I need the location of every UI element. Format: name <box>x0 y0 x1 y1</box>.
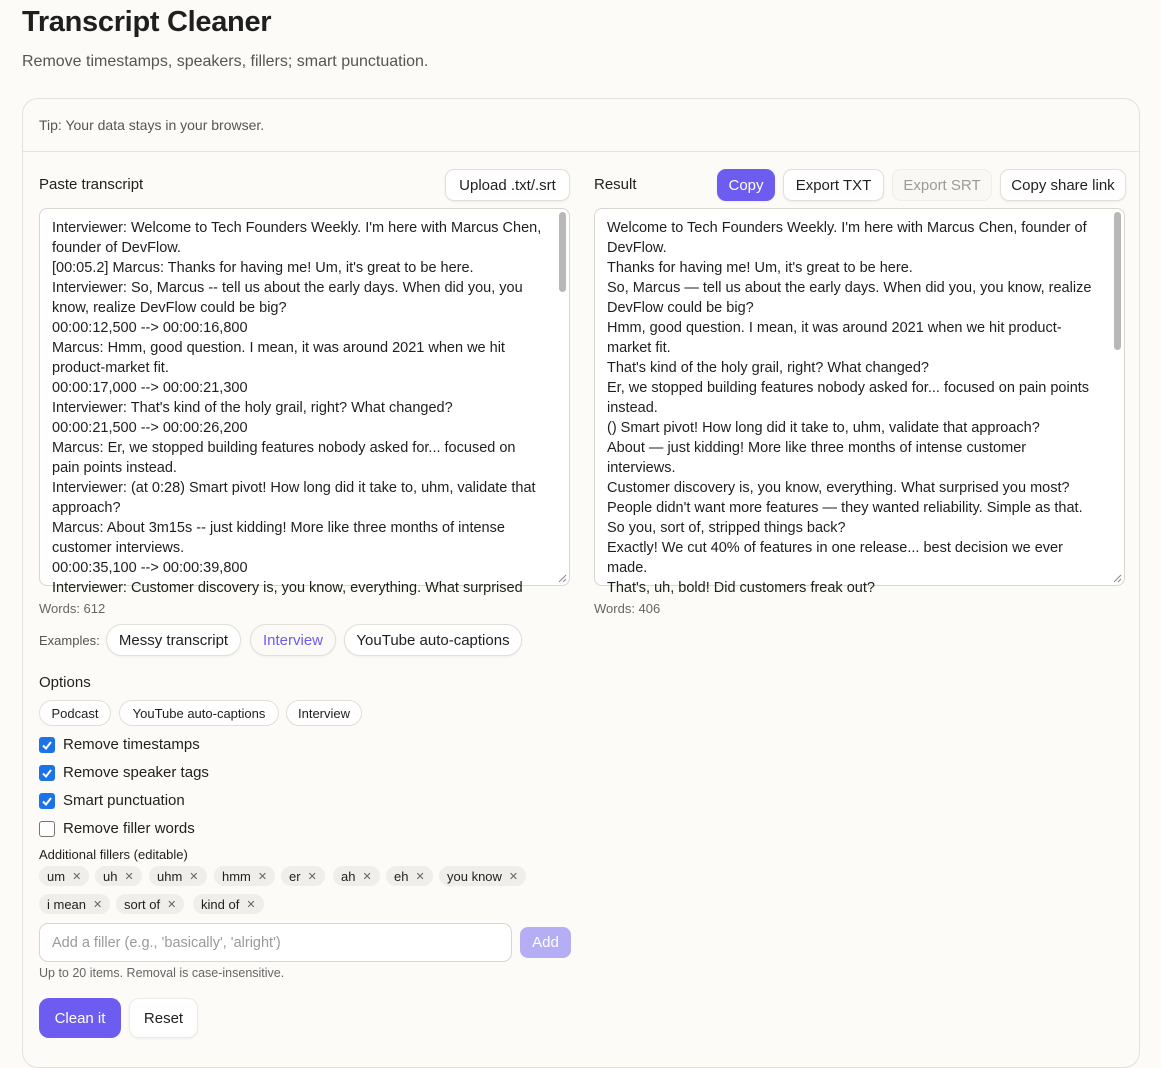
checkbox-checked-icon[interactable] <box>39 793 55 809</box>
transcript-input[interactable] <box>39 208 570 596</box>
filler-chip-label: uh <box>103 868 118 884</box>
filler-chip <box>149 866 207 886</box>
input-word-count: Words: 612 <box>39 601 106 616</box>
remove-icon[interactable]: ✕ <box>72 870 82 883</box>
filler-chip <box>386 866 433 886</box>
text-line: Thanks for having me! Um, it's great to be here. <box>607 260 913 276</box>
example-messy-transcript[interactable]: Messy transcript <box>106 624 241 656</box>
option-smart-punctuation[interactable] <box>39 792 185 809</box>
text-line: Marcus: About 3m15s -- just kidding! More like three months of intense <box>52 520 505 536</box>
text-line: pain points instead. <box>52 460 177 476</box>
result-output[interactable] <box>594 208 1125 596</box>
examples-label: Examples: <box>39 633 100 648</box>
text-line: 00:00:21,500 --> 00:00:26,200 <box>52 420 248 436</box>
text-line: Welcome to Tech Founders Weekly. I'm here with Marcus Chen, founder of <box>607 220 1087 236</box>
text-line: Interviewer: Welcome to Tech Founders Weekly. I'm here with Marcus Chen, <box>52 220 542 236</box>
remove-icon[interactable]: ✕ <box>508 870 519 883</box>
text-line: So you, sort of, stripped things back? <box>607 520 846 536</box>
filler-chip-label: kind of <box>201 896 240 912</box>
text-line: Interviewer: Customer discovery is, you know, everything. What surprised <box>52 580 523 596</box>
text-line: founder of DevFlow. <box>52 240 181 256</box>
filler-chip <box>214 866 275 886</box>
remove-icon[interactable]: ✕ <box>93 898 103 911</box>
checkbox-checked-icon[interactable] <box>39 737 55 753</box>
option-remove-filler-words[interactable] <box>39 820 195 837</box>
filler-chip-label: er <box>289 868 301 884</box>
text-line: Customer discovery is, you know, everything. What surprised you most? <box>607 480 1070 496</box>
export-txt-button[interactable]: Export TXT <box>783 169 884 201</box>
text-line: product-market fit. <box>52 360 169 376</box>
filler-chip <box>193 894 264 914</box>
filler-chip <box>281 866 325 886</box>
text-line: That's kind of the holy grail, right? What changed? <box>607 360 929 376</box>
text-line: know, realize DevFlow could be big? <box>52 300 287 316</box>
filler-chip-label: i mean <box>47 896 87 912</box>
text-line: 00:00:12,500 --> 00:00:16,800 <box>52 320 248 336</box>
clean-button[interactable]: Clean it <box>39 998 121 1038</box>
option-label: Remove filler words <box>63 820 195 837</box>
text-line: Marcus: Hmm, good question. I mean, it was around 2021 when we hit <box>52 340 505 356</box>
divider <box>23 151 1139 152</box>
example-youtube-auto-captions[interactable]: YouTube auto-captions <box>344 624 522 656</box>
text-line: interviews. <box>607 460 676 476</box>
add-filler-button[interactable]: Add <box>520 927 571 958</box>
option-label: Remove speaker tags <box>63 764 209 781</box>
filler-chip-label: ah <box>341 868 356 884</box>
text-line: 00:00:35,100 --> 00:00:39,800 <box>52 560 248 576</box>
copy-button[interactable]: Copy <box>717 169 775 201</box>
result-scrollbar[interactable] <box>1114 212 1121 350</box>
filler-chip <box>95 866 142 886</box>
text-line: Interviewer: That's kind of the holy grail, right? What changed? <box>52 400 453 416</box>
resize-handle-icon[interactable] <box>1113 574 1122 583</box>
filler-chip-label: sort of <box>124 896 161 912</box>
option-remove-speaker-tags[interactable] <box>39 764 209 781</box>
input-panel-label: Paste transcript <box>39 176 144 193</box>
filler-chip <box>39 866 89 886</box>
example-interview[interactable]: Interview <box>250 624 336 656</box>
filler-chip-label: um <box>47 868 66 884</box>
preset-youtube-auto-captions[interactable]: YouTube auto-captions <box>119 700 279 726</box>
filler-chip-label: uhm <box>157 868 183 884</box>
remove-icon[interactable]: ✕ <box>189 870 199 883</box>
text-line: So, Marcus — tell us about the early days. When did you, you know, realize <box>607 280 1092 296</box>
text-line: () Smart pivot! How long did it take to, uhm, validate that approach? <box>607 420 1040 436</box>
preset-interview[interactable]: Interview <box>286 700 362 726</box>
remove-icon[interactable]: ✕ <box>246 898 256 911</box>
text-line: approach? <box>52 500 121 516</box>
remove-icon[interactable]: ✕ <box>124 870 134 883</box>
page-title: Transcript Cleaner <box>22 6 272 38</box>
fillers-label: Additional fillers (editable) <box>39 847 188 862</box>
text-line: [00:05.2] Marcus: Thanks for having me! Um, it's great to be here. <box>52 260 474 276</box>
text-line: Interviewer: So, Marcus -- tell us about the early days. When did you, you <box>52 280 523 296</box>
export-srt-button[interactable]: Export SRT <box>892 169 992 201</box>
checkbox-unchecked-icon[interactable] <box>39 821 55 837</box>
text-line: Hmm, good question. I mean, it was around 2021 when we hit product- <box>607 320 1062 336</box>
text-line: That's, uh, bold! Did customers freak out? <box>607 580 875 596</box>
filler-input[interactable] <box>39 923 512 962</box>
text-line: DevFlow. <box>607 240 667 256</box>
result-text <box>607 218 1102 598</box>
filler-chip-label: hmm <box>222 868 251 884</box>
filler-chip <box>116 894 184 914</box>
text-line: instead. <box>607 400 658 416</box>
text-line: About — just kidding! More like three months of intense customer <box>607 440 1027 456</box>
filler-chip-label: you know <box>447 868 502 884</box>
remove-icon[interactable]: ✕ <box>362 870 372 883</box>
transcript-text <box>52 218 547 598</box>
filler-chip <box>333 866 380 886</box>
resize-handle-icon[interactable] <box>558 574 567 583</box>
option-label: Remove timestamps <box>63 736 200 753</box>
checkbox-checked-icon[interactable] <box>39 765 55 781</box>
copy-share-link-button[interactable]: Copy share link <box>1000 169 1126 201</box>
filler-chip <box>439 866 526 886</box>
text-line: market fit. <box>607 340 671 356</box>
text-line: 00:00:17,000 --> 00:00:21,300 <box>52 380 248 396</box>
remove-icon[interactable]: ✕ <box>257 870 268 883</box>
main-card <box>22 98 1140 1068</box>
filler-chip-label: eh <box>394 868 409 884</box>
text-line: Marcus: Er, we stopped building features nobody asked for... focused on <box>52 440 516 456</box>
reset-button[interactable]: Reset <box>129 998 198 1038</box>
text-line: Interviewer: (at 0:28) Smart pivot! How long did it take to, uhm, validate that <box>52 480 536 496</box>
upload-button[interactable]: Upload .txt/.srt <box>445 169 570 201</box>
option-label: Smart punctuation <box>63 792 185 809</box>
remove-icon[interactable]: ✕ <box>167 898 177 911</box>
text-line: Er, we stopped building features nobody asked for... focused on pain points <box>607 380 1090 396</box>
text-line: customer interviews. <box>52 540 185 556</box>
result-word-count: Words: 406 <box>594 601 661 616</box>
option-remove-timestamps[interactable] <box>39 736 200 753</box>
text-line: People didn't want more features — they wanted reliability. Simple as that. <box>607 500 1083 516</box>
text-line: made. <box>607 560 648 576</box>
remove-icon[interactable]: ✕ <box>415 870 425 883</box>
options-title: Options <box>39 674 91 691</box>
page-subtitle: Remove timestamps, speakers, fillers; smart punctuation. <box>22 53 429 70</box>
text-line: Exactly! We cut 40% of features in one release... best decision we ever <box>607 540 1063 556</box>
remove-icon[interactable]: ✕ <box>307 870 317 883</box>
filler-hint: Up to 20 items. Removal is case-insensitive. <box>39 966 285 980</box>
filler-chip <box>39 894 110 914</box>
tip-text: Tip: Your data stays in your browser. <box>39 117 265 133</box>
result-panel-label: Result <box>594 176 637 193</box>
text-line: DevFlow could be big? <box>607 300 754 316</box>
preset-podcast[interactable]: Podcast <box>39 700 111 726</box>
input-scrollbar[interactable] <box>559 212 566 292</box>
